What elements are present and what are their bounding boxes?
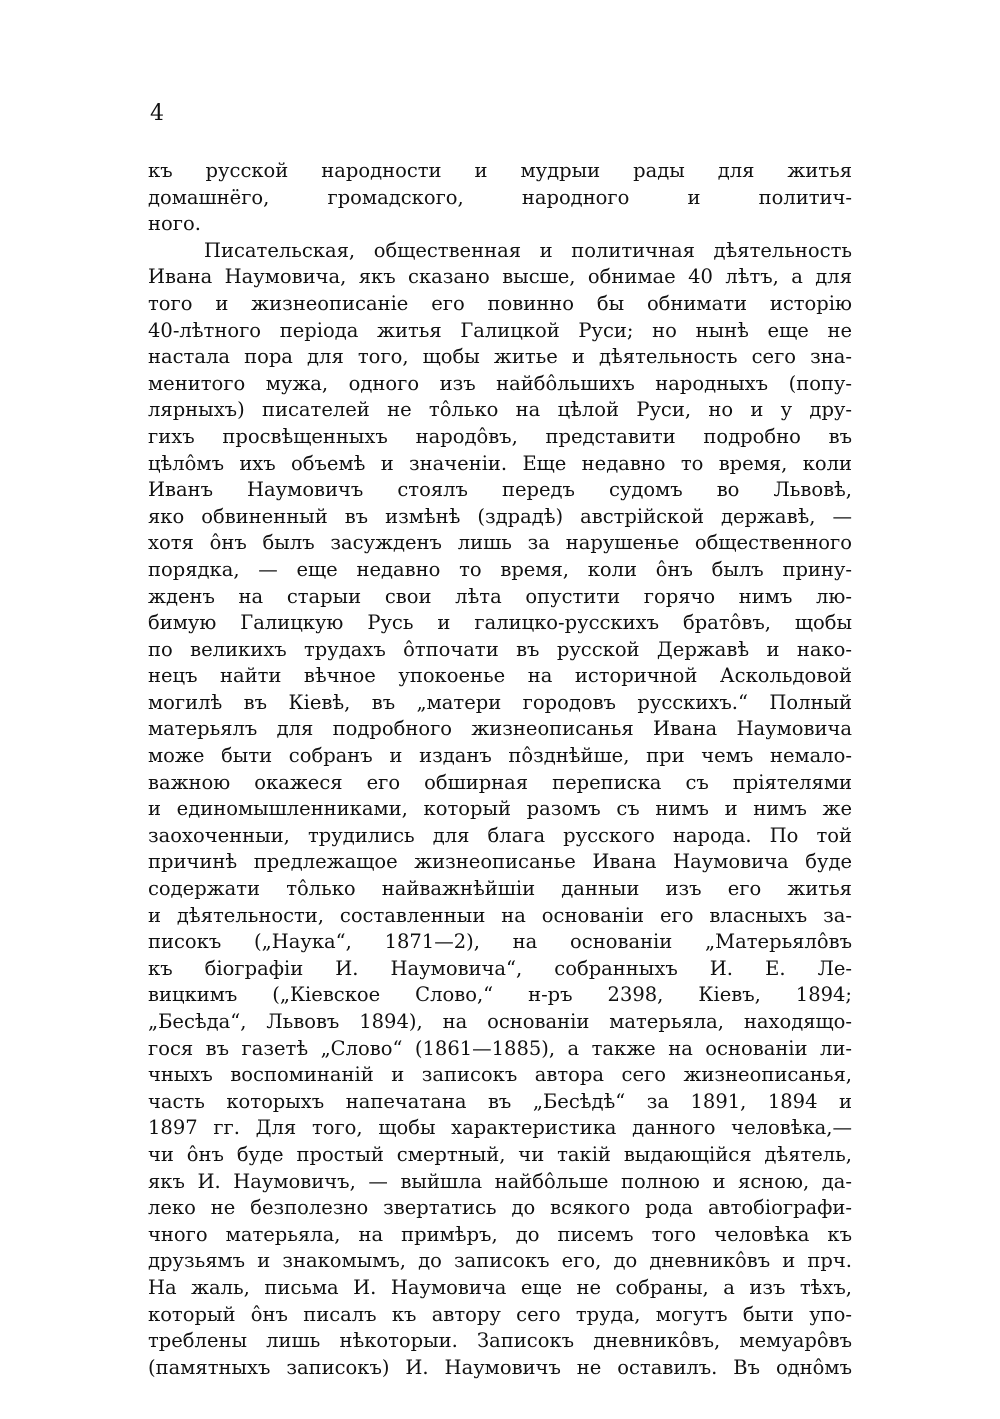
text-line: лярныхъ) писателей не тôлько на цѣлой Руси, но и у дру- — [148, 398, 852, 422]
text-line: бимую Галицкую Русь и галицко-русскихъ братôвъ, щобы — [148, 611, 852, 635]
text-line: гихъ просвѣщенныхъ народôвъ, представити подробно въ — [148, 424, 852, 448]
text-line: яко обвиненный въ измѣнѣ (здрадѣ) австрійской державѣ, — — [148, 504, 852, 528]
text-line: хотя ôнъ былъ засужденъ лишь за нарушенье общественного — [148, 531, 852, 555]
text-line: нецъ найти вѣчное упокоенье на историчной Аскольдовой — [148, 664, 852, 688]
body-text — [148, 158, 852, 1381]
text-line: могилѣ въ Кіевѣ, въ „матери городовъ русскихъ.“ Полный — [148, 690, 852, 714]
text-line: менитого мужа, одного изъ найбôльшихъ народныхъ (попу- — [148, 371, 852, 395]
text-line: чныхъ воспоминаній и записокъ автора сего жизнеописанья, — [148, 1063, 852, 1087]
text-line: содержати тôлько найважнѣйшіи данныи изъ его житья — [148, 877, 852, 901]
text-line: 40-лѣтного періода житья Галицкой Руси; но нынѣ еще не — [148, 318, 852, 342]
text-line: чи ôнъ буде простый смертный, чи такій выдающійся дѣятель, — [148, 1142, 852, 1166]
text-line: причинѣ предлежащое жизнеописанье Ивана Наумовича буде — [148, 850, 852, 874]
text-line: На жаль, письма И. Наумовича еще не собраны, а изъ тѣхъ, — [148, 1275, 852, 1299]
text-line: часть которыхъ напечатана въ „Бесѣдѣ“ за 1891, 1894 и — [148, 1089, 852, 1113]
text-line: треблены лишь нѣкоторыи. Записокъ дневникôвъ, мемуарôвъ — [148, 1329, 852, 1353]
text-line: заохоченныи, трудились для блага русского народа. По той — [148, 823, 852, 847]
text-line: по великихъ трудахъ ôтпочати въ русской Державѣ и нако- — [148, 637, 852, 661]
text-line: порядка, — еще недавно то время, коли ôнъ былъ прину- — [148, 557, 852, 581]
text-line: къ біографіи И. Наумовича“, собранныхъ И. Е. Ле- — [148, 956, 852, 980]
text-line: (памятныхъ записокъ) И. Наумовичъ не оставилъ. Въ однôмъ — [148, 1355, 852, 1379]
text-line: настала пора для того, щобы житье и дѣятельность сего зна- — [148, 345, 852, 369]
text-line: „Бесѣда“, Львовъ 1894), на основаніи матерьяла, находящо- — [148, 1010, 852, 1033]
text-line: того и жизнеописаніе его повинно бы обнимати исторію — [148, 291, 852, 315]
page-number: 4 — [150, 101, 164, 126]
text-line: къ русской народности и мудрыи рады для житья — [148, 159, 852, 182]
text-line: 1897 гг. Для того, щобы характеристика данного человѣка,— — [148, 1116, 852, 1140]
text-line: чного матерьяла, на примѣръ, до писемъ того человѣка къ — [148, 1222, 852, 1246]
text-line: который ôнъ писалъ къ автору сего труда, могутъ быти упо- — [148, 1302, 852, 1326]
text-line: може быти собранъ и изданъ пôзднѣйше, при чемъ немало- — [148, 744, 852, 768]
text-line: цѣлôмъ ихъ объемѣ и значеніи. Еще недавно то время, коли — [148, 451, 852, 475]
text-line: Ивана Наумовича, якъ сказано высше, обнимае 40 лѣтъ, а для — [148, 265, 852, 289]
text-line: жденъ на старыи свои лѣта опустити горячо нимъ лю- — [148, 584, 852, 608]
text-line: ного. — [148, 212, 201, 236]
text-line: важною окажеся его обширная переписка съ пріятелями — [148, 770, 852, 794]
text-line: матерьялъ для подробного жизнеописанья Ивана Наумовича — [148, 717, 852, 741]
text-line: леко не безполезно звертатись до всякого рода автобіографи- — [148, 1196, 852, 1220]
text-line: вицкимъ („Кіевское Слово,“ н-ръ 2398, Кіевъ, 1894; — [148, 983, 852, 1007]
text-line: Писательская, общественная и политичная дѣятельность — [204, 238, 852, 262]
text-line: домашнёго, громадского, народного и политич- — [148, 185, 852, 209]
text-line: писокъ („Наука“, 1871—2), на основаніи „Матерьялôвъ — [148, 930, 852, 954]
text-line: гося въ газетѣ „Слово“ (1861—1885), а также на основаніи ли- — [148, 1036, 852, 1060]
text-line: и единомышленниками, который разомъ съ нимъ и нимъ же — [148, 797, 852, 821]
text-line: Иванъ Наумовичъ стоялъ передъ судомъ во Львовѣ, — [148, 478, 852, 502]
text-line: друзьямъ и знакомымъ, до записокъ его, до дневникôвъ и прч. — [148, 1249, 852, 1273]
text-line: якъ И. Наумовичъ, — выйшла найбôльше полною и ясною, да- — [148, 1169, 852, 1193]
text-line: и дѣятельности, составленныи на основаніи его власныхъ за- — [148, 903, 852, 927]
